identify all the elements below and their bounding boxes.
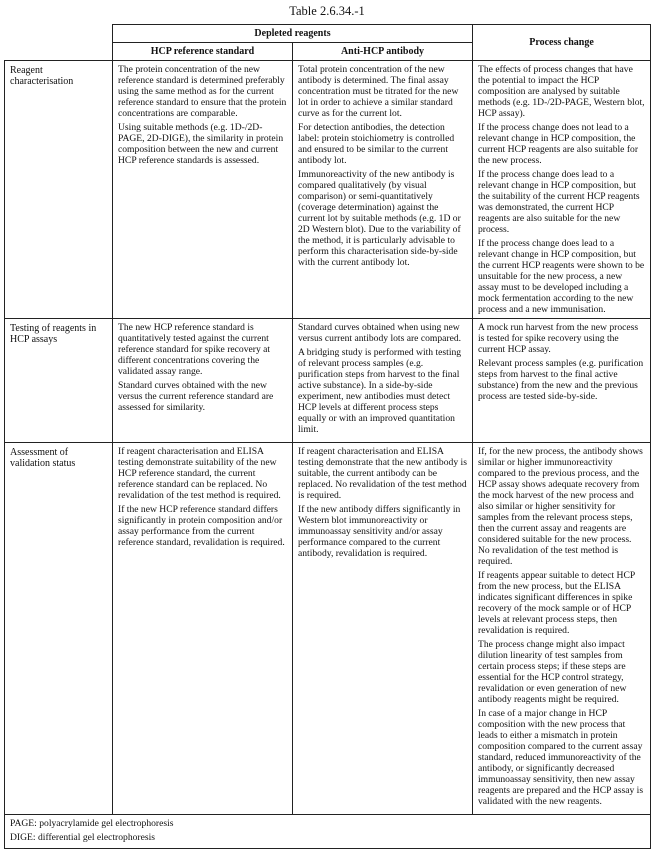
footnote-page: PAGE: polyacrylamide gel electrophoresis bbox=[10, 818, 174, 829]
cell-paragraph: If reagent characterisation and ELISA testing demonstrate that the new antibody is suitable, the current antibody can be replaced. No revalidation of the test method is required. bbox=[298, 446, 467, 501]
cell-hcp-reference bbox=[113, 319, 293, 443]
row-label: Reagent characterisation bbox=[5, 61, 113, 319]
footnote-row bbox=[5, 815, 651, 849]
cell-paragraph: Total protein concentration of the new antibody is determined. The final assay concentration must be titrated for the new lot in order to achieve a similar standard curve as for the current lot. bbox=[298, 64, 459, 119]
footnote-dige: DIGE: differential gel electrophoresis bbox=[10, 832, 156, 843]
cell-paragraph: Immunoreactivity of the new antibody is compared qualitatively (by visual comparison) or semi-quantitatively (coverage determination) against the current lot by suitable methods (e.g. 1D or 2D Western blot). Due to the variability of the method, it is particularly advisable to perform this characterisation side-by-side with the current antibody lot. bbox=[298, 169, 461, 268]
cell-paragraph: If the process change does lead to a relevant change in HCP composition, but the suitability of the current HCP reagents was demonstrated, the current HCP reagents are also suitable for the new process. bbox=[478, 169, 640, 235]
cell-hcp-reference bbox=[113, 443, 293, 815]
table-row bbox=[5, 443, 651, 815]
cell-paragraph: If the process change does not lead to a relevant change in HCP composition, the current HCP reagents are also suitable for the new process. bbox=[478, 122, 639, 166]
header-depleted-reagents: Depleted reagents bbox=[113, 25, 473, 43]
cell-paragraph: Standard curves obtained with the new versus the current reference standard are assessed for similarity. bbox=[118, 380, 274, 413]
table-row bbox=[5, 61, 651, 319]
table-caption: Table 2.6.34.-1 bbox=[289, 4, 365, 18]
cell-paragraph: If reagent characterisation and ELISA testing demonstrate suitability of the new HCP reference standard, the current reference standard can be replaced. No revalidation of the test method is required. bbox=[118, 446, 281, 501]
cell-paragraph: If, for the new process, the antibody shows similar or higher immunoreactivity compared to the previous process, and the HCP assay shows adequate recovery from the mock harvest of the new process and also similar or higher sensitivity for samples from the relevant process steps, then the current assay and reagents are considered suitable for the new process. No revalidation of the test method is required. bbox=[478, 446, 643, 567]
cell-process-change bbox=[473, 443, 651, 815]
header-blank-cell bbox=[5, 25, 113, 61]
cell-paragraph: If reagents appear suitable to detect HCP from the new process, but the ELISA indicates significant differences in spike recovery of the mock sample or of HCP levels at relevant process steps, then revalidation is required. bbox=[478, 570, 635, 636]
row-label: Testing of reagents in HCP assays bbox=[5, 319, 113, 443]
cell-paragraph: If the process change does lead to a relevant change in HCP composition, but the current HCP reagents were shown to be unsuitable for the new process, a new assay must to be developed including a mock fermentation according to the new process and a new immunisation. bbox=[478, 238, 645, 315]
table-row bbox=[5, 319, 651, 443]
cell-paragraph: Standard curves obtained when using new versus current antibody lots are compared. bbox=[298, 322, 462, 344]
cell-paragraph: Using suitable methods (e.g. 1D-/2D-PAGE, 2D-DIGE), the similarity in protein composition between the new and current HCP reference standards is assessed. bbox=[118, 122, 284, 166]
cell-paragraph: The new HCP reference standard is quantitatively tested against the current reference standard for spike recovery at different concentrations covering the validated assay range. bbox=[118, 322, 271, 377]
cell-paragraph: The protein concentration of the new reference standard is determined preferably using the same method as for the current reference standard to ensure that the protein concentrations are comparable. bbox=[118, 64, 287, 119]
cell-anti-hcp bbox=[293, 443, 473, 815]
cell-process-change bbox=[473, 319, 651, 443]
cell-anti-hcp bbox=[293, 319, 473, 443]
cell-paragraph: A mock run harvest from the new process is tested for spike recovery using the current HCP assay. bbox=[478, 322, 639, 355]
cell-process-change bbox=[473, 61, 651, 319]
cell-paragraph: In case of a major change in HCP composition with the new process that leads to either a mismatch in protein composition compared to the current assay standard, reduced immunoreactivity of the antibody, or significantly decreased immunoassay sensitivity, then new assay reagents are prepared and the HCP assay is validated with the new reagents. bbox=[478, 708, 644, 807]
header-hcp-reference-standard: HCP reference standard bbox=[113, 43, 293, 61]
cell-paragraph: If the new antibody differs significantly in Western blot immunoreactivity or immunoassay sensitivity and/or assay performance compared to the current antibody, revalidation is required. bbox=[298, 504, 461, 559]
cell-paragraph: For detection antibodies, the detection label: protein stoichiometry is controlled and ensured to be similar to the current antibody lot. bbox=[298, 122, 455, 166]
cell-anti-hcp bbox=[293, 61, 473, 319]
cell-paragraph: The effects of process changes that have the potential to impact the HCP composition are analysed by suitable methods (e.g. 1D-/2D-PAGE, Western blot, HCP assay). bbox=[478, 64, 645, 119]
cell-hcp-reference bbox=[113, 61, 293, 319]
hcp-reagent-table bbox=[4, 24, 651, 849]
row-label: Assessment of validation status bbox=[5, 443, 113, 815]
cell-paragraph: Relevant process samples (e.g. purification steps from harvest to the final active substance) from the new and the previous process are tested side-by-side. bbox=[478, 358, 644, 402]
cell-paragraph: If the new HCP reference standard differs significantly in protein composition and/or assay performance from the current reference standard, revalidation is required. bbox=[118, 504, 285, 548]
footnotes bbox=[5, 815, 651, 849]
header-anti-hcp-antibody: Anti-HCP antibody bbox=[293, 43, 473, 61]
header-process-change: Process change bbox=[473, 25, 651, 61]
cell-paragraph: The process change might also impact dilution linearity of test samples from certain process steps; if these steps are essential for the HCP control strategy, revalidation or even generation of new antibody reagents might be required. bbox=[478, 639, 627, 705]
cell-paragraph: A bridging study is performed with testing of relevant process samples (e.g. purification steps from harvest to the final active substance). In a side-by-side experiment, new antibodies must detect HCP levels at different process steps equally or with an improved quantitation limit. bbox=[298, 347, 462, 435]
